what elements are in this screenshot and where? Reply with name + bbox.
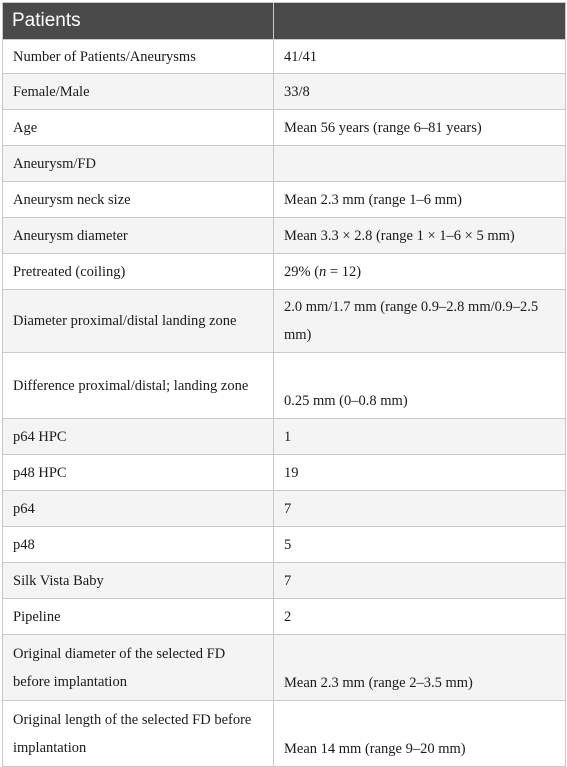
value-prefix: 29% ( xyxy=(284,263,320,280)
row-label: Number of Patients/Aneurysms xyxy=(3,40,274,74)
table-row xyxy=(3,40,566,74)
value-suffix: = 12) xyxy=(326,263,362,280)
row-value: Mean 3.3 × 2.8 (range 1 × 1–6 × 5 mm) xyxy=(274,218,566,254)
patients-table xyxy=(2,2,566,767)
row-value: 33/8 xyxy=(274,74,566,110)
table-row xyxy=(3,218,566,254)
row-value: 41/41 xyxy=(274,40,566,74)
table-row xyxy=(3,527,566,563)
row-label: Diameter proximal/distal landing zone xyxy=(3,290,274,353)
row-value: Mean 2.3 mm (range 1–6 mm) xyxy=(274,182,566,218)
row-label: p64 xyxy=(3,491,274,527)
table-row xyxy=(3,635,566,701)
table-row xyxy=(3,254,566,290)
table-row xyxy=(3,491,566,527)
table-row xyxy=(3,701,566,767)
row-value: Mean 56 years (range 6–81 years) xyxy=(274,110,566,146)
row-value: Mean 14 mm (range 9–20 mm) xyxy=(274,701,566,767)
table-row xyxy=(3,74,566,110)
table-row xyxy=(3,290,566,353)
row-label: Silk Vista Baby xyxy=(3,563,274,599)
row-label: p48 xyxy=(3,527,274,563)
row-label: Difference proximal/distal; landing zone xyxy=(3,353,274,419)
value-n-italic: n xyxy=(319,263,327,280)
table-row xyxy=(3,419,566,455)
table-row xyxy=(3,455,566,491)
row-label: p48 HPC xyxy=(3,455,274,491)
row-label: Pretreated (coiling) xyxy=(3,254,274,290)
row-label: Original length of the selected FD before implantation xyxy=(3,701,274,767)
row-value: 2.0 mm/1.7 mm (range 0.9–2.8 mm/0.9–2.5 mm) xyxy=(274,290,566,353)
table-row xyxy=(3,599,566,635)
table-row xyxy=(3,353,566,419)
row-value: 7 xyxy=(274,563,566,599)
row-label: Original diameter of the selected FD before implantation xyxy=(3,635,274,701)
table-header-label: Patients xyxy=(3,3,274,40)
row-value: 1 xyxy=(274,419,566,455)
row-label: Female/Male xyxy=(3,74,274,110)
row-value xyxy=(274,254,566,290)
row-label: Aneurysm/FD xyxy=(3,146,274,182)
table-row xyxy=(3,146,566,182)
row-label: p64 HPC xyxy=(3,419,274,455)
row-label: Aneurysm diameter xyxy=(3,218,274,254)
row-label: Age xyxy=(3,110,274,146)
row-value xyxy=(274,146,566,182)
table-row xyxy=(3,182,566,218)
row-value: 5 xyxy=(274,527,566,563)
row-value: 0.25 mm (0–0.8 mm) xyxy=(274,353,566,419)
table-row xyxy=(3,110,566,146)
row-value: 7 xyxy=(274,491,566,527)
table-row xyxy=(3,563,566,599)
table-header-empty xyxy=(274,3,566,40)
row-label: Pipeline xyxy=(3,599,274,635)
table-header-row xyxy=(3,3,566,40)
row-value: 2 xyxy=(274,599,566,635)
row-value: 19 xyxy=(274,455,566,491)
row-label: Aneurysm neck size xyxy=(3,182,274,218)
row-value: Mean 2.3 mm (range 2–3.5 mm) xyxy=(274,635,566,701)
